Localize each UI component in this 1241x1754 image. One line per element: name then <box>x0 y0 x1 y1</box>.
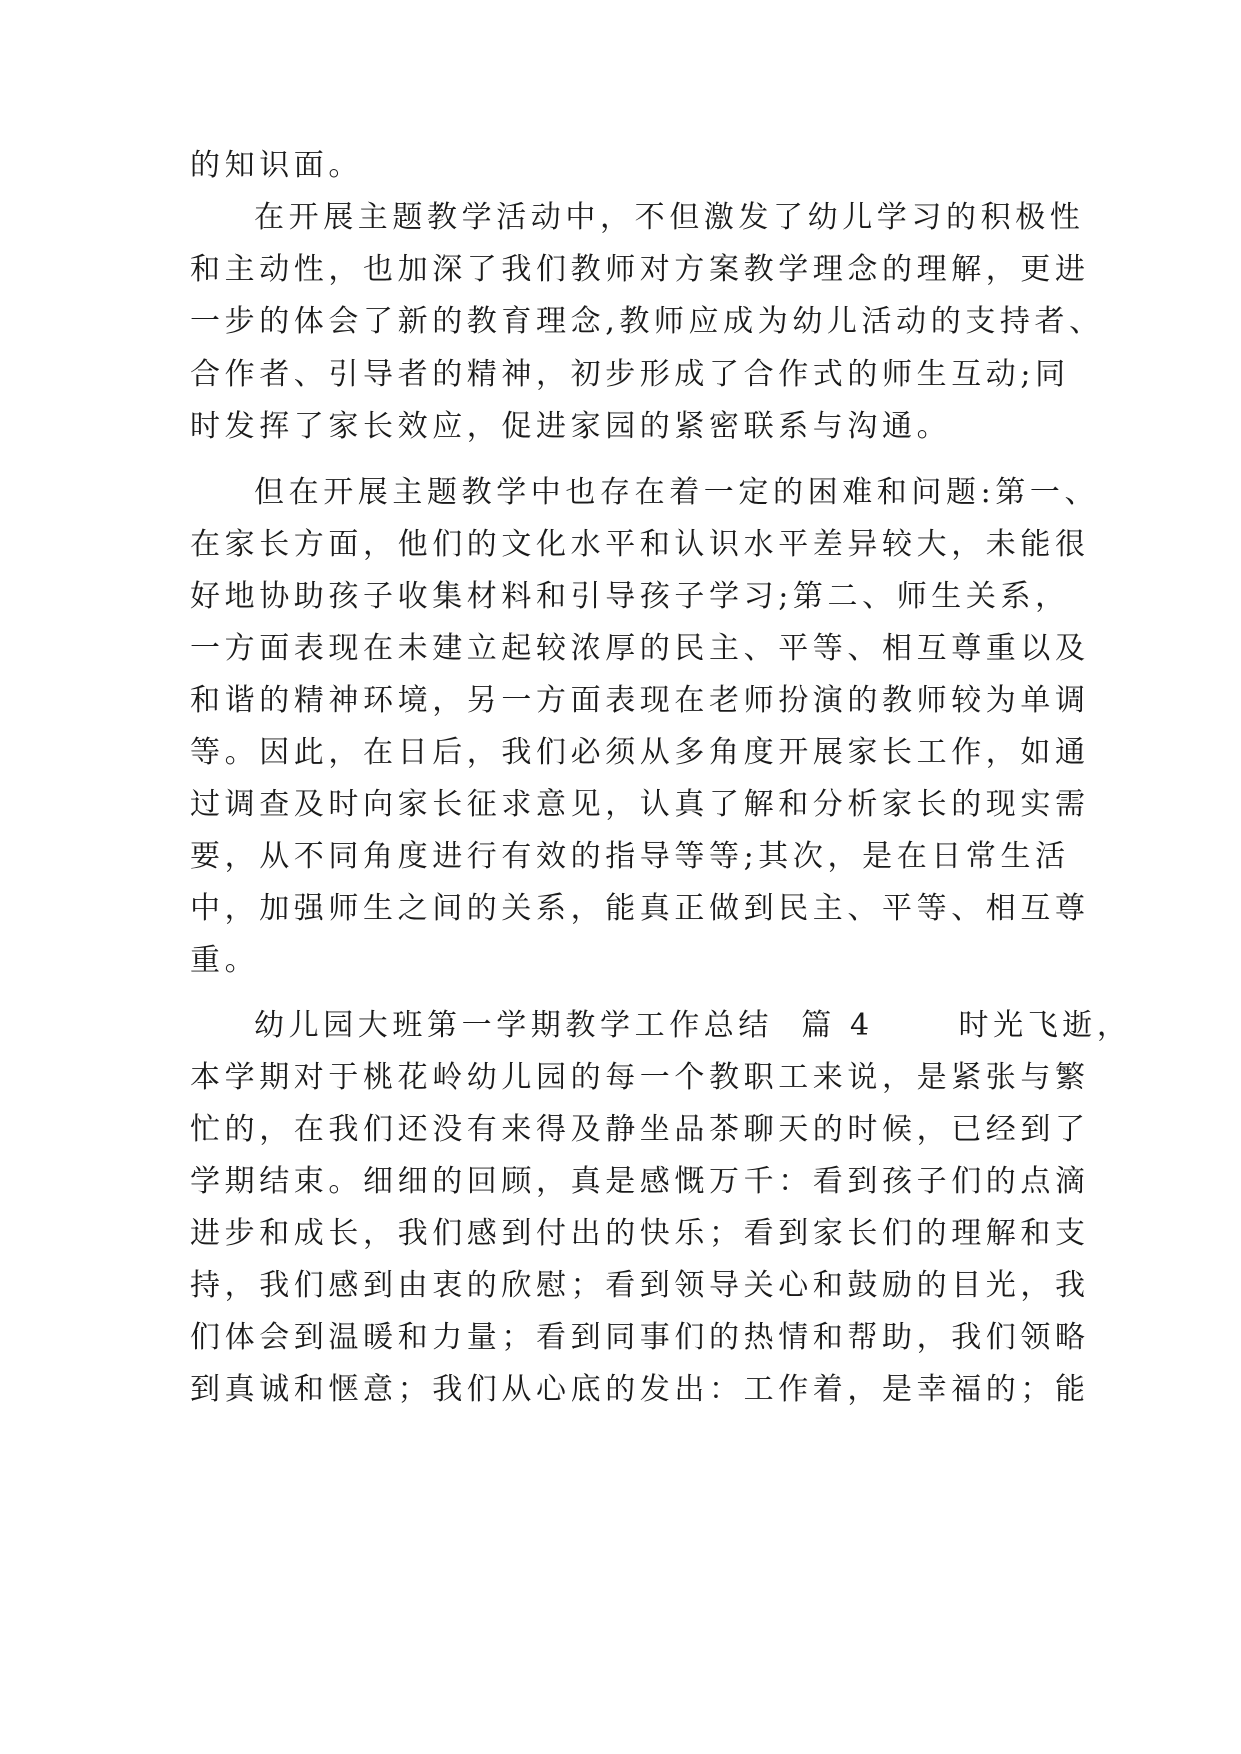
text-line-22: 持，我们感到由衷的欣慰；看到领导关心和鼓励的目光，我 <box>190 1268 1090 1303</box>
text-line-9: 好地协助孩子收集材料和引导孩子学习;第二、师生关系， <box>190 579 1070 614</box>
text-line-17: 幼儿园大班第一学期教学工作总结 篇 4 时光飞逝， <box>254 1008 1132 1043</box>
text-line-15: 中，加强师生之间的关系，能真正做到民主、平等、相互尊 <box>190 891 1090 926</box>
text-line-19: 忙的，在我们还没有来得及静坐品茶聊天的时候，已经到了 <box>190 1112 1090 1147</box>
text-line-13: 过调查及时向家长征求意见，认真了解和分析家长的现实需 <box>190 787 1090 822</box>
text-line-11: 和谐的精神环境，另一方面表现在老师扮演的教师较为单调 <box>190 683 1090 718</box>
text-line-1: 的知识面。 <box>190 148 363 183</box>
text-line-7: 但在开展主题教学中也存在着一定的困难和问题:第一、 <box>254 475 1100 510</box>
text-line-3: 和主动性，也加深了我们教师对方案教学理念的理解，更进 <box>190 252 1090 287</box>
text-line-6: 时发挥了家长效应，促进家园的紧密联系与沟通。 <box>190 409 952 444</box>
text-line-14: 要，从不同角度进行有效的指导等等;其次，是在日常生活 <box>190 839 1070 874</box>
text-line-8: 在家长方面，他们的文化水平和认识水平差异较大，未能很 <box>190 527 1090 562</box>
text-line-20: 学期结束。细细的回顾，真是感慨万千：看到孩子们的点滴 <box>190 1164 1090 1199</box>
text-line-12: 等。因此，在日后，我们必须从多角度开展家长工作，如通 <box>190 735 1090 770</box>
text-line-24: 到真诚和惬意；我们从心底的发出：工作着，是幸福的；能 <box>190 1372 1090 1407</box>
text-line-18: 本学期对于桃花岭幼儿园的每一个教职工来说，是紧张与繁 <box>190 1060 1090 1095</box>
text-line-21: 进步和成长，我们感到付出的快乐；看到家长们的理解和支 <box>190 1216 1090 1251</box>
text-line-16: 重。 <box>190 943 260 978</box>
text-line-2: 在开展主题教学活动中，不但激发了幼儿学习的积极性 <box>254 200 1085 235</box>
text-line-4: 一步的体会了新的教育理念,教师应成为幼儿活动的支持者、 <box>190 304 1104 339</box>
text-line-23: 们体会到温暖和力量；看到同事们的热情和帮助，我们领略 <box>190 1320 1090 1355</box>
text-line-5: 合作者、引导者的精神，初步形成了合作式的师生互动;同 <box>190 357 1070 392</box>
text-line-10: 一方面表现在未建立起较浓厚的民主、平等、相互尊重以及 <box>190 631 1090 666</box>
